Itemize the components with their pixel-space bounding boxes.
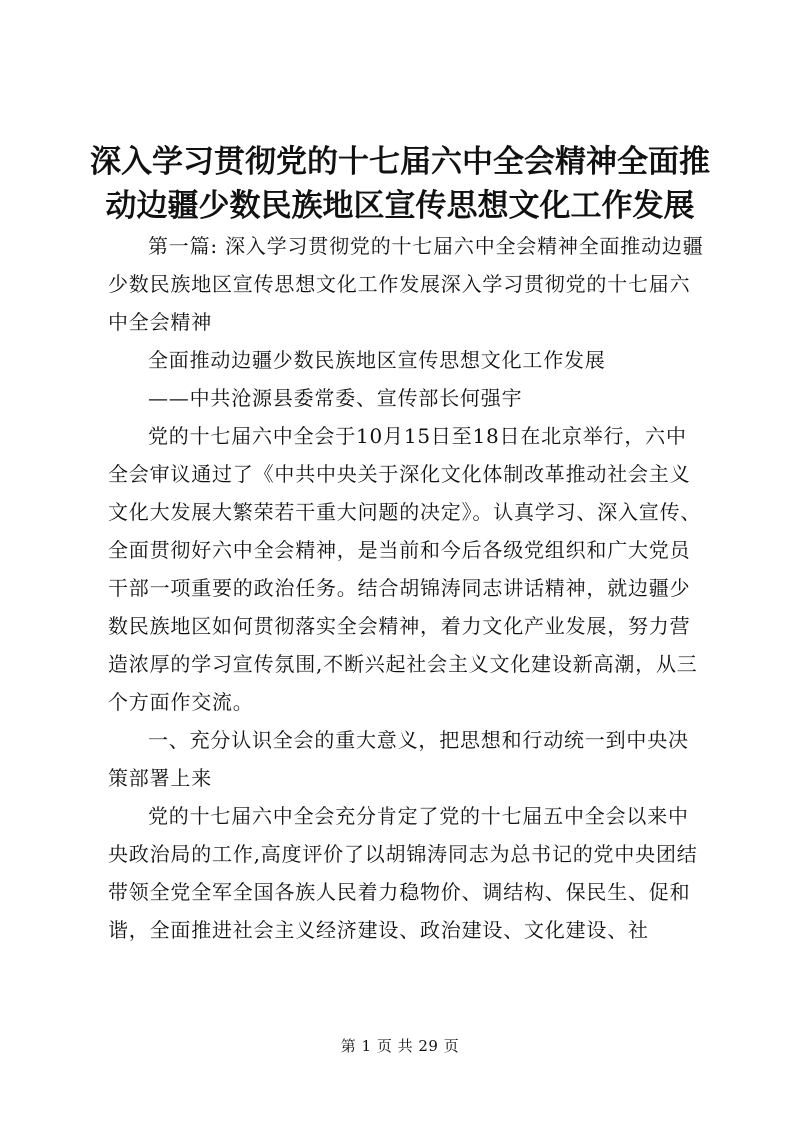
document-body bbox=[108, 227, 706, 949]
paragraph-plenum-assessment: 党的十七届六中全会充分肯定了党的十七届五中全会以来中央政治局的工作,高度评价了以胡锦涛同志为总书记的党中央团结带领全党全军全国各族人民着力稳物价、调结构、保民生、促和谐，全面推进社会主义经济建设、政治建设、文化建设、社 bbox=[108, 804, 698, 942]
paragraph-section-heading-one: 一、充分认识全会的重大意义，把思想和行动统一到中央决策部署上来 bbox=[108, 728, 689, 790]
document-title-line-2: 动边疆少数民族地区宣传思想文化工作发展 bbox=[105, 188, 695, 224]
document-title-line-1: 深入学习贯彻党的十七届六中全会精神全面推 bbox=[90, 144, 710, 180]
page-footer: 第 1 页 共 29 页 bbox=[340, 1037, 460, 1055]
paragraph-plenum-introduction: 党的十七届六中全会于10月15日至18日在北京举行，六中全会审议通过了《中共中央关于深化文化体制改革推动社会主义文化大发展大繁荣若干重大问题的决定》。认真学习、深入宣传、全面贯彻好六中全会精神，是当前和今后各级党组织和广大党员干部一项重要的政治任务。结合胡锦涛同志讲话精神，就边疆少数民族地区如何贯彻落实全会精神，着力文化产业发展，努力营造浓厚的学习宣传氛围,不断兴起社会主义文化建设新高潮，从三个方面作交流。 bbox=[108, 424, 702, 714]
paragraph-author-line: ——中共沧源县委常委、宣传部长何强宇 bbox=[148, 386, 523, 410]
paragraph-subtitle: 全面推动边疆少数民族地区宣传思想文化工作发展 bbox=[148, 348, 606, 372]
paragraph-first-piece-heading: 第一篇: 深入学习贯彻党的十七届六中全会精神全面推动边疆少数民族地区宣传思想文化工作发展深入学习贯彻党的十七届六中全会精神 bbox=[108, 234, 704, 334]
